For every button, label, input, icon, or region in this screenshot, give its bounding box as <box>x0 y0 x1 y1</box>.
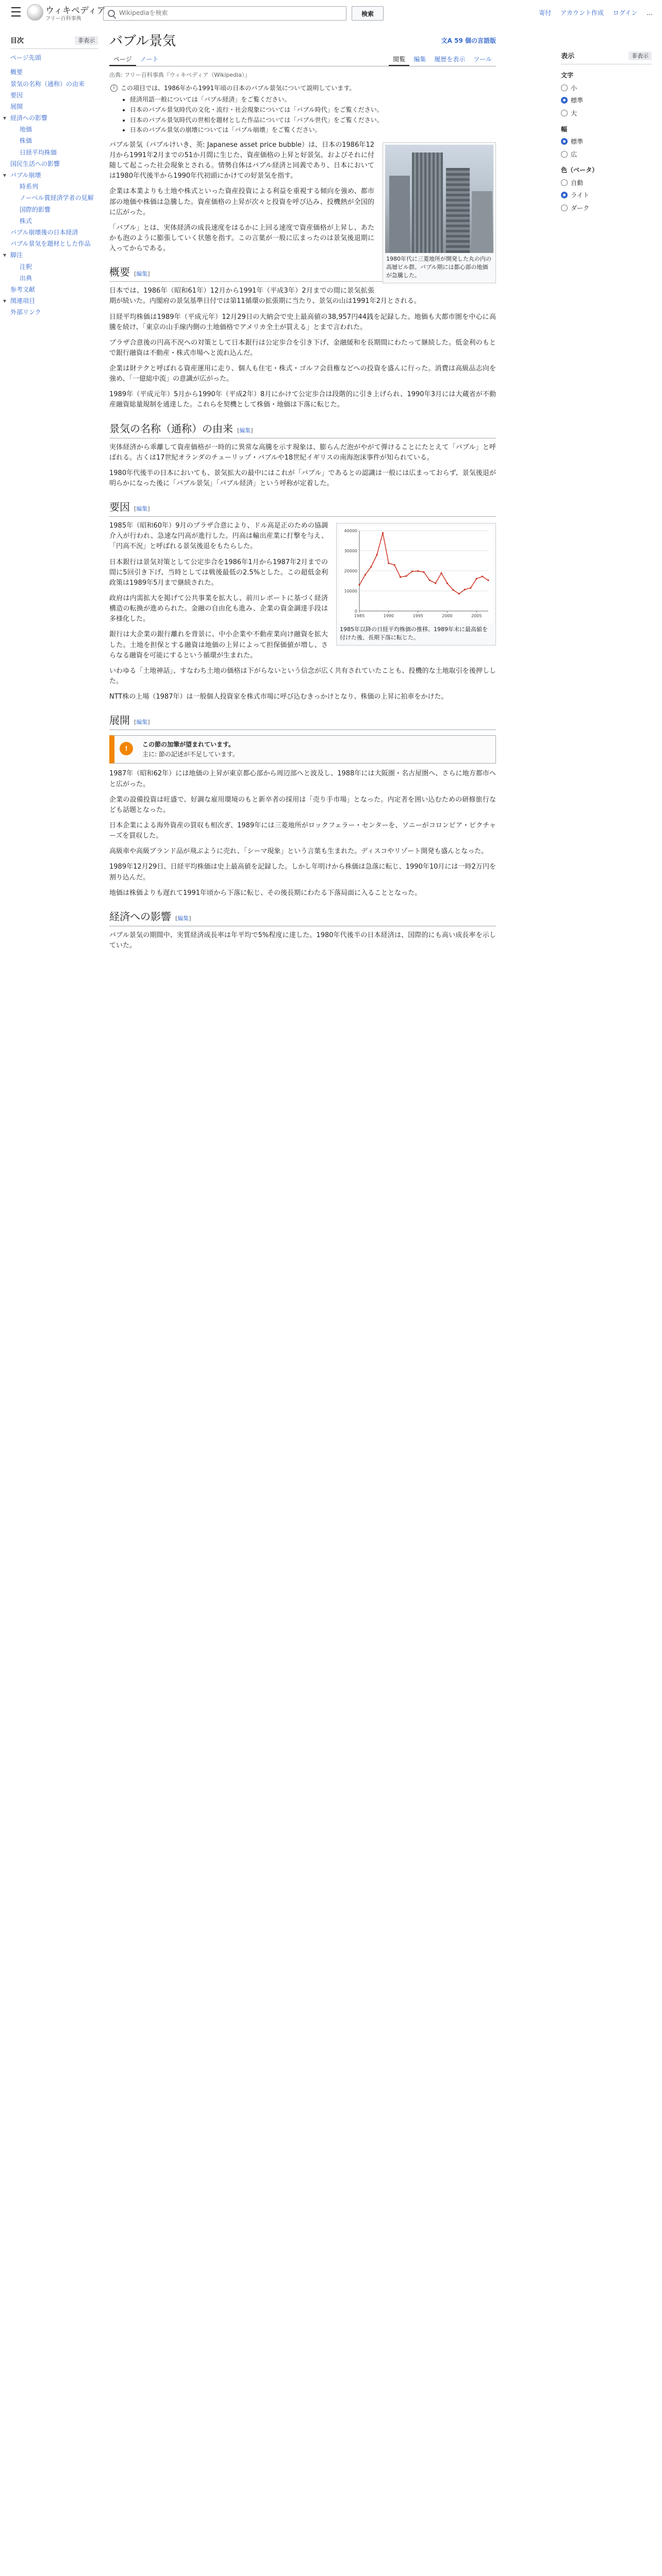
y-tick-label: 0 <box>354 609 357 614</box>
chart-caption: 1985年以降の日経平均株価の推移。1989年末に最高値を付けた後、長期下落に転じた。 <box>340 626 488 641</box>
section-paragraph: いわゆる「土地神話」、すなわち土地の価格は下がらないという信念が広く共有されていたことも、投機的な土地取引を後押しした。 <box>109 667 496 686</box>
tab-talk[interactable]: ノート <box>140 55 159 63</box>
appearance-panel <box>561 52 652 216</box>
section-paragraph: 地価は株価よりも遅れて1991年頃から下落に転じ、その後長期にわたる下落局面に入ることとなった。 <box>109 889 422 897</box>
color-option-label: ライト <box>571 192 589 199</box>
data-point <box>405 575 407 577</box>
data-point <box>394 564 395 566</box>
color-option-label: ダーク <box>571 205 590 212</box>
data-point <box>487 580 489 581</box>
search-input[interactable] <box>118 9 290 17</box>
hatnote-item: • 経済用語一般については「バブル経済」をご覧ください。 <box>130 95 496 105</box>
data-point <box>411 571 413 572</box>
toc-item[interactable]: 国際的影響 <box>20 206 51 213</box>
main-content <box>109 33 496 956</box>
personal-tools <box>532 8 653 18</box>
x-tick-label: 1995 <box>412 614 423 619</box>
hatnote-item: • 日本のバブル景気の崩壊については「バブル崩壊」をご覧ください。 <box>130 125 496 135</box>
x-tick-label: 1985 <box>354 614 365 619</box>
edit-link[interactable]: 編集 <box>136 505 148 513</box>
edit-link[interactable]: 編集 <box>136 719 148 726</box>
hatnote <box>109 83 496 135</box>
stock-chart-figure <box>336 523 496 646</box>
search-icon <box>108 10 115 17</box>
section-title: 概要 <box>109 266 130 279</box>
notice-title: この節の加筆が望まれています。 <box>142 741 235 749</box>
toc-item[interactable]: ノーベル賞経済学者の見解 <box>20 194 94 202</box>
edit-link[interactable]: 編集 <box>136 270 148 278</box>
section-paragraph: 日本銀行は景気対策として公定歩合を1986年1月から1987年2月までの間に5回引き下げ、当時としては戦後最低の2.5%とした。この超低金利政策は1989年5月まで継続された。 <box>109 558 328 587</box>
data-point <box>482 576 483 578</box>
data-point <box>382 532 384 534</box>
logo-title[interactable]: ウィキペディア <box>45 6 106 16</box>
width-option-label: 広 <box>571 150 577 158</box>
radio-button[interactable] <box>561 97 568 104</box>
text-size-label: 文字 <box>561 72 574 79</box>
toc-item[interactable]: 株式 <box>20 217 32 225</box>
hatnote-intro: この項目では、1986年から1991年頃の日本のバブル景気について説明しています。 <box>121 84 356 92</box>
data-point <box>435 583 436 584</box>
toc-item[interactable]: 注釈 <box>20 263 32 270</box>
toc-item[interactable]: 参考文献 <box>10 285 36 293</box>
text-size-option-label: 標準 <box>571 97 584 105</box>
toc-item[interactable]: ▾ 経済への影響 <box>10 112 98 124</box>
donate-link[interactable]: 寄付 <box>539 9 552 16</box>
toc-heading-label: 目次 <box>10 37 24 45</box>
section-paragraph: 日経平均株価は1989年（平成元年）12月29日の大納会で史上最高値の38,957円44銭を記録した。地価も大都市圏を中心に高騰を続け、「東京の山手線内側の土地価格でアメリカ全土が買える」とまで言われた。 <box>109 313 496 331</box>
tab-history[interactable]: 履歴を表示 <box>434 55 466 63</box>
data-point <box>358 584 360 586</box>
radio-button[interactable] <box>561 192 568 198</box>
hatnote-item: • 日本のバブル景気時代の世相を題材とした作品については「バブル世代」をご覧ください。 <box>130 115 496 125</box>
section-paragraph: 1980年代後半の日本においても、景気拡大の最中にはこれが「バブル」であるとの認識は一般には広まっておらず、景気後退が明らかになった後に「バブル景気」「バブル経済」という呼称が定着した。 <box>109 469 496 488</box>
section-heading-economic-impact: 経済への影響 [編集] <box>109 909 496 926</box>
section-title: 経済への影響 <box>109 910 171 923</box>
x-tick-label: 2005 <box>471 614 482 619</box>
toc-item[interactable]: 地価 <box>20 126 32 133</box>
y-tick-label: 40000 <box>344 529 357 534</box>
y-tick-label: 30000 <box>344 549 357 554</box>
page-tabs <box>109 54 496 66</box>
notice-text: 主に: 節の記述が不足しています。 <box>142 750 239 758</box>
section-paragraph: 1985年（昭和60年）9月のプラザ合意により、ドル高是正のための協調介入が行われ、急速な円高が進行した。円高は輸出産業に打撃を与え、「円高不況」と呼ばれる景気後退をもたらした。 <box>109 522 328 551</box>
data-point <box>446 583 448 584</box>
section-paragraph: 実体経済から乖離して資産価格が一時的に異常な高騰を示す現象は、膨らんだ泡がやがて弾けることにたとえて「バブル」と呼ばれる。古くは17世紀オランダのチューリップ・バブルや18世紀イギリスの南海泡沫事件が知られている。 <box>109 443 496 462</box>
building-figure <box>383 142 496 283</box>
width-option[interactable] <box>561 150 652 160</box>
radio-button[interactable] <box>561 151 568 158</box>
section-paragraph: 政府は内需拡大を掲げて公共事業を拡大し、前川レポートに基づく経済構造の転換が進められた。金融の自由化も進み、企業の資金調達手段は多様化した。 <box>109 595 328 623</box>
data-point <box>470 587 471 589</box>
more-menu-icon[interactable]: … <box>647 9 653 16</box>
toc-list <box>10 66 98 318</box>
lead-paragraph: 「バブル」とは、実体経済の成長速度をはるかに上回る速度で資産価格が上昇し、あたかも泡のように膨張していく状態を指す。この言葉が一般に広まったのは景気後退期に入ってからである。 <box>109 224 374 253</box>
search-button[interactable]: 検索 <box>352 6 384 21</box>
section-paragraph: 銀行は大企業の銀行離れを背景に、中小企業や不動産業向け融資を拡大した。土地を担保とする融資は地価の上昇によって担保価値が増し、さらなる融資を可能にするという循環が生まれた。 <box>109 631 328 659</box>
section-paragraph: 企業は財テクと呼ばれる資産運用に走り、個人も住宅・株式・ゴルフ会員権などへの投資を盛んに行った。消費は高級品志向を強め、「一億総中流」の意識が広がった。 <box>109 365 496 383</box>
data-point <box>458 593 460 595</box>
lead-paragraph: 企業は本業よりも土地や株式といった資産投資による利益を重視する傾向を強め、都市部の地価や株価は急騰した。資産価格の上昇が次々と投資を呼び込み、投機熱が全国的に広がった。 <box>109 188 374 216</box>
color-option[interactable] <box>561 204 652 213</box>
data-point <box>423 571 424 573</box>
wikipedia-logo-icon[interactable] <box>27 4 43 21</box>
create-account-link[interactable]: アカウント作成 <box>560 9 604 16</box>
toc-item[interactable]: ▾ 関連項目 <box>10 295 98 307</box>
edit-link[interactable]: 編集 <box>239 427 251 434</box>
warning-icon: ! <box>120 742 133 755</box>
color-option[interactable] <box>561 178 652 188</box>
x-tick-label: 1990 <box>383 614 394 619</box>
section-heading-causes: 要因 [編集] <box>109 499 496 517</box>
appearance-heading <box>561 52 652 64</box>
lead-paragraph: バブル景気（バブルけいき、英: Japanese asset price bubble）は、日本の1986年12月から1991年2月までの51か月間に生じた、資産価格の上昇と好景気、およびそれに付随して起こった社会現象とされる。情勢自体はバブル経済と同義であり、日本においては1980年代後半から1990年代初頭にかけての好景気を指す。 <box>109 141 374 180</box>
toc-top-link[interactable]: ページ先頭 <box>10 54 41 62</box>
data-point <box>400 577 401 578</box>
toc-item[interactable]: 景気の名称（通称）の由来 <box>10 80 85 88</box>
tab-edit[interactable]: 編集 <box>413 55 426 63</box>
page-title: バブル景気 <box>109 33 176 49</box>
appearance-title: 表示 <box>561 53 575 60</box>
radio-button[interactable] <box>561 138 568 145</box>
data-point <box>452 589 454 591</box>
color-options <box>561 178 652 213</box>
text-size-options <box>561 83 652 118</box>
login-link[interactable]: ログイン <box>613 9 638 16</box>
info-icon: i <box>110 84 118 92</box>
tab-tools[interactable]: ツール <box>473 55 492 63</box>
data-point <box>370 566 372 568</box>
tab-read[interactable]: 閲覧 <box>389 54 409 66</box>
section-heading-development: 展開 [編集] <box>109 713 496 730</box>
text-size-option-label: 小 <box>571 84 577 92</box>
toc-item[interactable]: 出典 <box>20 274 32 282</box>
toc-heading <box>10 36 98 49</box>
toc-item[interactable]: 要因 <box>10 91 23 99</box>
width-label: 幅 <box>561 125 568 133</box>
toc-hide-button[interactable]: 非表示 <box>75 36 98 45</box>
cleanup-notice <box>109 735 496 764</box>
section-title: 景気の名称（通称）の由来 <box>109 422 233 435</box>
radio-button[interactable] <box>561 179 568 186</box>
radio-button[interactable] <box>561 84 568 91</box>
toc-item[interactable]: ▾ 脚注 <box>10 249 98 261</box>
text-size-option-label: 大 <box>571 109 577 117</box>
logo-subtitle: フリー百科事典 <box>45 16 81 22</box>
color-option-label: 自動 <box>571 179 584 187</box>
data-point <box>417 570 419 572</box>
section-title: 要因 <box>109 501 130 514</box>
site-header <box>0 0 662 27</box>
data-point <box>376 554 377 555</box>
section-heading-overview: 概要 [編集] <box>109 264 496 282</box>
width-option-label: 標準 <box>571 138 584 146</box>
section-paragraph: プラザ合意後の円高不況への対策として日本銀行は公定歩合を引き下げ、金融緩和を長期間にわたって継続した。低金利のもとで銀行融資は不動産・株式市場へと流れ込んだ。 <box>109 338 496 357</box>
toc-item[interactable]: 展開 <box>10 103 23 110</box>
section-paragraph: バブル景気の期間中、実質経済成長率は年平均で5%程度に達した。1980年代後半の日本経済は、国際的にも高い成長率を示していた。 <box>109 931 496 950</box>
section-heading-naming: 景気の名称（通称）の由来 [編集] <box>109 421 496 438</box>
text-size-option[interactable] <box>561 109 652 118</box>
section-paragraph: 1989年（平成元年）5月から1990年（平成2年）8月にかけて公定歩合は段階的に引き上げられ、1990年3月には大蔵省が不動産融資総量規制を通達した。これらを契機として株価・地価は下落に転じた。 <box>109 391 496 409</box>
tab-article[interactable]: ページ <box>109 54 136 66</box>
data-point <box>388 563 389 564</box>
toc-item[interactable]: ▾ バブル崩壊 <box>10 170 98 181</box>
data-point <box>464 589 466 590</box>
text-size-option[interactable] <box>561 96 652 106</box>
section-paragraph: 1989年12月29日、日経平均株価は史上最高値を記録した。しかし年明けから株価は急落に転じ、1990年10月には一時2万円を割り込んだ。 <box>109 863 496 882</box>
language-button[interactable]: 文A 59 個の言語版 <box>441 37 496 44</box>
color-option[interactable] <box>561 191 652 200</box>
site-sub: 出典: フリー百科事典『ウィキペディア（Wikipedia）』 <box>109 71 251 78</box>
section-paragraph: 企業の設備投資は旺盛で、好調な雇用環境のもと新卒者の採用は「売り手市場」となった。内定者を囲い込むための研修旅行なども話題となった。 <box>109 795 496 814</box>
toc-item[interactable]: 国民生活への影響 <box>10 160 60 167</box>
appearance-hide-button[interactable]: 非表示 <box>628 52 652 60</box>
toc-item[interactable]: バブル景気を題材とした作品 <box>10 240 91 248</box>
building-caption: 1980年代に三菱地所が開発した丸の内の高層ビル群。バブル期には都心部の地価が急騰した。 <box>386 255 491 279</box>
stock-chart[interactable] <box>339 526 493 623</box>
width-option[interactable] <box>561 137 652 147</box>
hatnote-item: • 日本のバブル景気時代の文化・流行・社会現象については「バブル時代」をご覧ください。 <box>130 105 496 115</box>
building-photo[interactable] <box>385 145 493 253</box>
radio-button[interactable] <box>561 110 568 116</box>
section-paragraph: 日本企業による海外資産の買収も相次ぎ、1989年には三菱地所がロックフェラー・センターを、ソニーがコロンビア・ピクチャーズを買収した。 <box>109 822 496 840</box>
section-paragraph: 高級車や高級ブランド品が飛ぶように売れ、「シーマ現象」という言葉も生まれた。ディスコやリゾート開発も盛んとなった。 <box>109 848 488 856</box>
y-tick-label: 10000 <box>344 589 357 594</box>
toc-item[interactable]: 株価 <box>20 137 32 145</box>
data-point <box>440 572 442 574</box>
x-tick-label: 2000 <box>442 614 453 619</box>
color-label: 色（ベータ） <box>561 166 599 174</box>
main-menu-icon[interactable] <box>11 7 21 16</box>
width-options <box>561 137 652 159</box>
section-paragraph: 1987年（昭和62年）には地価の上昇が東京都心部から周辺部へと波及し、1988年には大阪圏・名古屋圏へ、さらに地方都市へと広がった。 <box>109 770 496 788</box>
search-box[interactable] <box>103 6 346 21</box>
y-tick-label: 20000 <box>344 569 357 574</box>
toc-item[interactable]: 日経平均株価 <box>20 148 57 156</box>
toc-item[interactable]: 概要 <box>10 69 23 76</box>
data-point <box>365 574 366 575</box>
section-paragraph: NTT株の上場（1987年）は一般個人投資家を株式市場に呼び込むきっかけとなり、株価の上昇に拍車をかけた。 <box>109 693 448 701</box>
section-title: 展開 <box>109 714 130 727</box>
radio-button[interactable] <box>561 205 568 211</box>
toc-item[interactable]: 時系列 <box>20 183 39 191</box>
data-point <box>476 578 477 580</box>
edit-link[interactable]: 編集 <box>177 914 189 922</box>
toc-item[interactable]: 外部リンク <box>10 309 41 316</box>
data-point <box>429 580 431 581</box>
stock-chart-svg <box>339 526 493 623</box>
section-paragraph: 日本では、1986年（昭和61年）12月から1991年（平成3年）2月までの間に景気拡張期が続いた。内閣府の景気基準日付では第11循環の拡張期に当たり、景気の山は1991年2月とされる。 <box>109 287 421 306</box>
text-size-option[interactable] <box>561 83 652 93</box>
table-of-contents <box>10 36 98 318</box>
series-line <box>359 533 488 594</box>
toc-item[interactable]: バブル崩壊後の日本経済 <box>10 228 78 236</box>
